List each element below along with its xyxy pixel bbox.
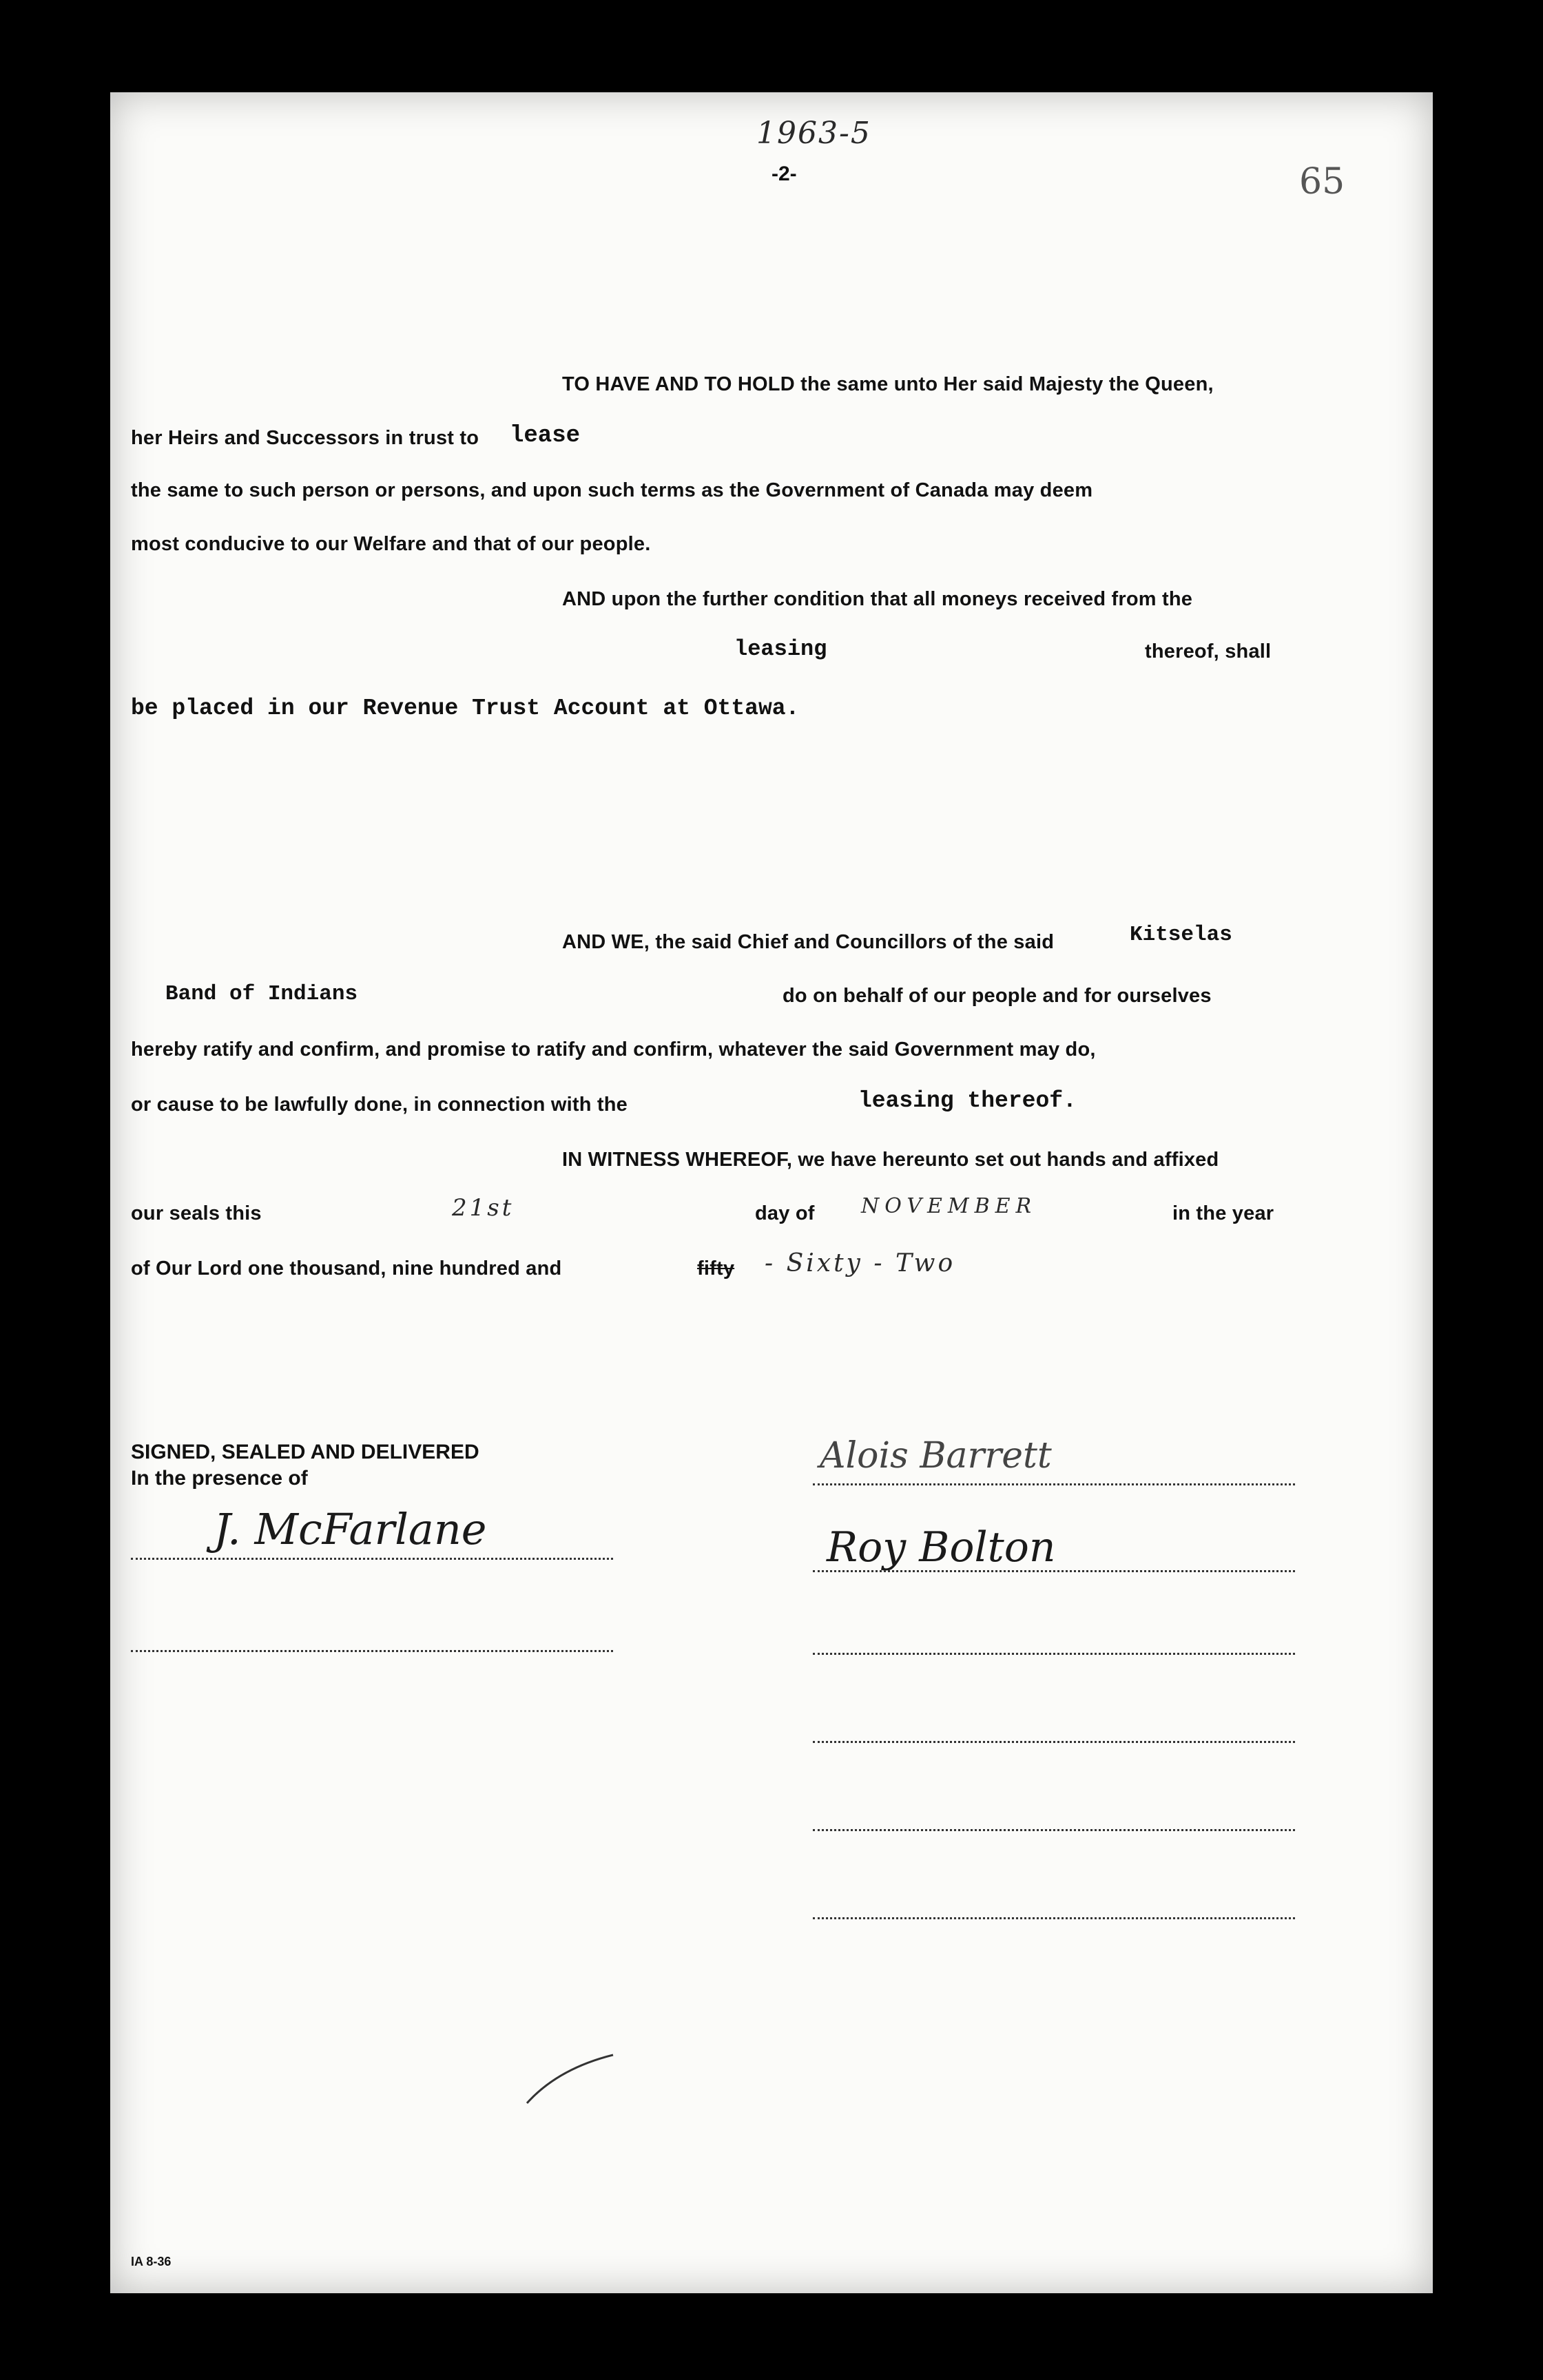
leasing-thereof-typed: leasing thereof. [858,1088,1077,1114]
signer-line-3 [813,1653,1295,1655]
confirmation-line-4: or cause to be lawfully done, in connection with the [131,1094,628,1116]
habendum-line-2: her Heirs and Successors in trust to [131,427,479,449]
habendum-line-4: most conducive to our Welfare and that of our people. [131,533,651,555]
revenue-trust-typed-line: be placed in our Revenue Trust Account at Ottawa. [131,696,800,721]
condition-typed-word: leasing [734,636,827,662]
signer-line-6 [813,1917,1295,1919]
signer-line-1 [813,1483,1295,1485]
band-name-typed: Kitselas [1130,923,1232,947]
signer-line-4 [813,1741,1295,1743]
file-reference-handwritten: 1963-5 [756,116,871,151]
day-of-label: day of [755,1202,815,1224]
folio-number: 65 [1299,161,1345,202]
purpose-typed: lease [510,423,581,449]
band-of-indians-typed: Band of Indians [165,982,358,1006]
confirmation-line-1: AND WE, the said Chief and Councillors of the said [562,931,1055,953]
stray-pen-mark [524,2048,620,2110]
condition-line-2: thereof, shall [1145,640,1272,662]
signed-sealed-heading: SIGNED, SEALED AND DELIVERED [131,1441,479,1463]
presence-heading: In the presence of [131,1467,308,1490]
struck-word: fifty [697,1257,735,1280]
document-page [110,92,1433,2293]
signer-1-signature: Alois Barrett [820,1435,1052,1476]
condition-line-1: AND upon the further condition that all moneys received from the [562,588,1193,610]
day-handwritten: 21st [452,1194,515,1222]
month-handwritten: NOVEMBER [861,1194,1037,1218]
seals-label: our seals this [131,1202,262,1224]
form-code: IA 8-36 [131,2255,172,2268]
year-handwritten: - Sixty - Two [765,1249,956,1277]
signer-line-2 [813,1570,1295,1572]
signer-2-signature: Roy Bolton [827,1523,1056,1572]
witness-line-b [131,1650,613,1652]
witness-line-a [131,1558,613,1560]
witness-line-1: IN WITNESS WHEREOF, we have hereunto set out hands and affixed [562,1149,1219,1171]
signer-line-5 [813,1829,1295,1831]
habendum-line-3: the same to such person or persons, and upon such terms as the Government of Canada may deem [131,479,1093,501]
confirmation-line-3: hereby ratify and confirm, and promise to ratify and confirm, whatever the said Government may do, [131,1038,1096,1061]
in-the-year-label: in the year [1172,1202,1274,1224]
habendum-line-1: TO HAVE AND TO HOLD the same unto Her said Majesty the Queen, [562,373,1214,395]
witness-signature: J. McFarlane [214,1504,487,1554]
year-label: of Our Lord one thousand, nine hundred and [131,1257,562,1280]
confirmation-line-2: do on behalf of our people and for ourselves [783,985,1212,1007]
page-marker: -2- [772,163,797,185]
